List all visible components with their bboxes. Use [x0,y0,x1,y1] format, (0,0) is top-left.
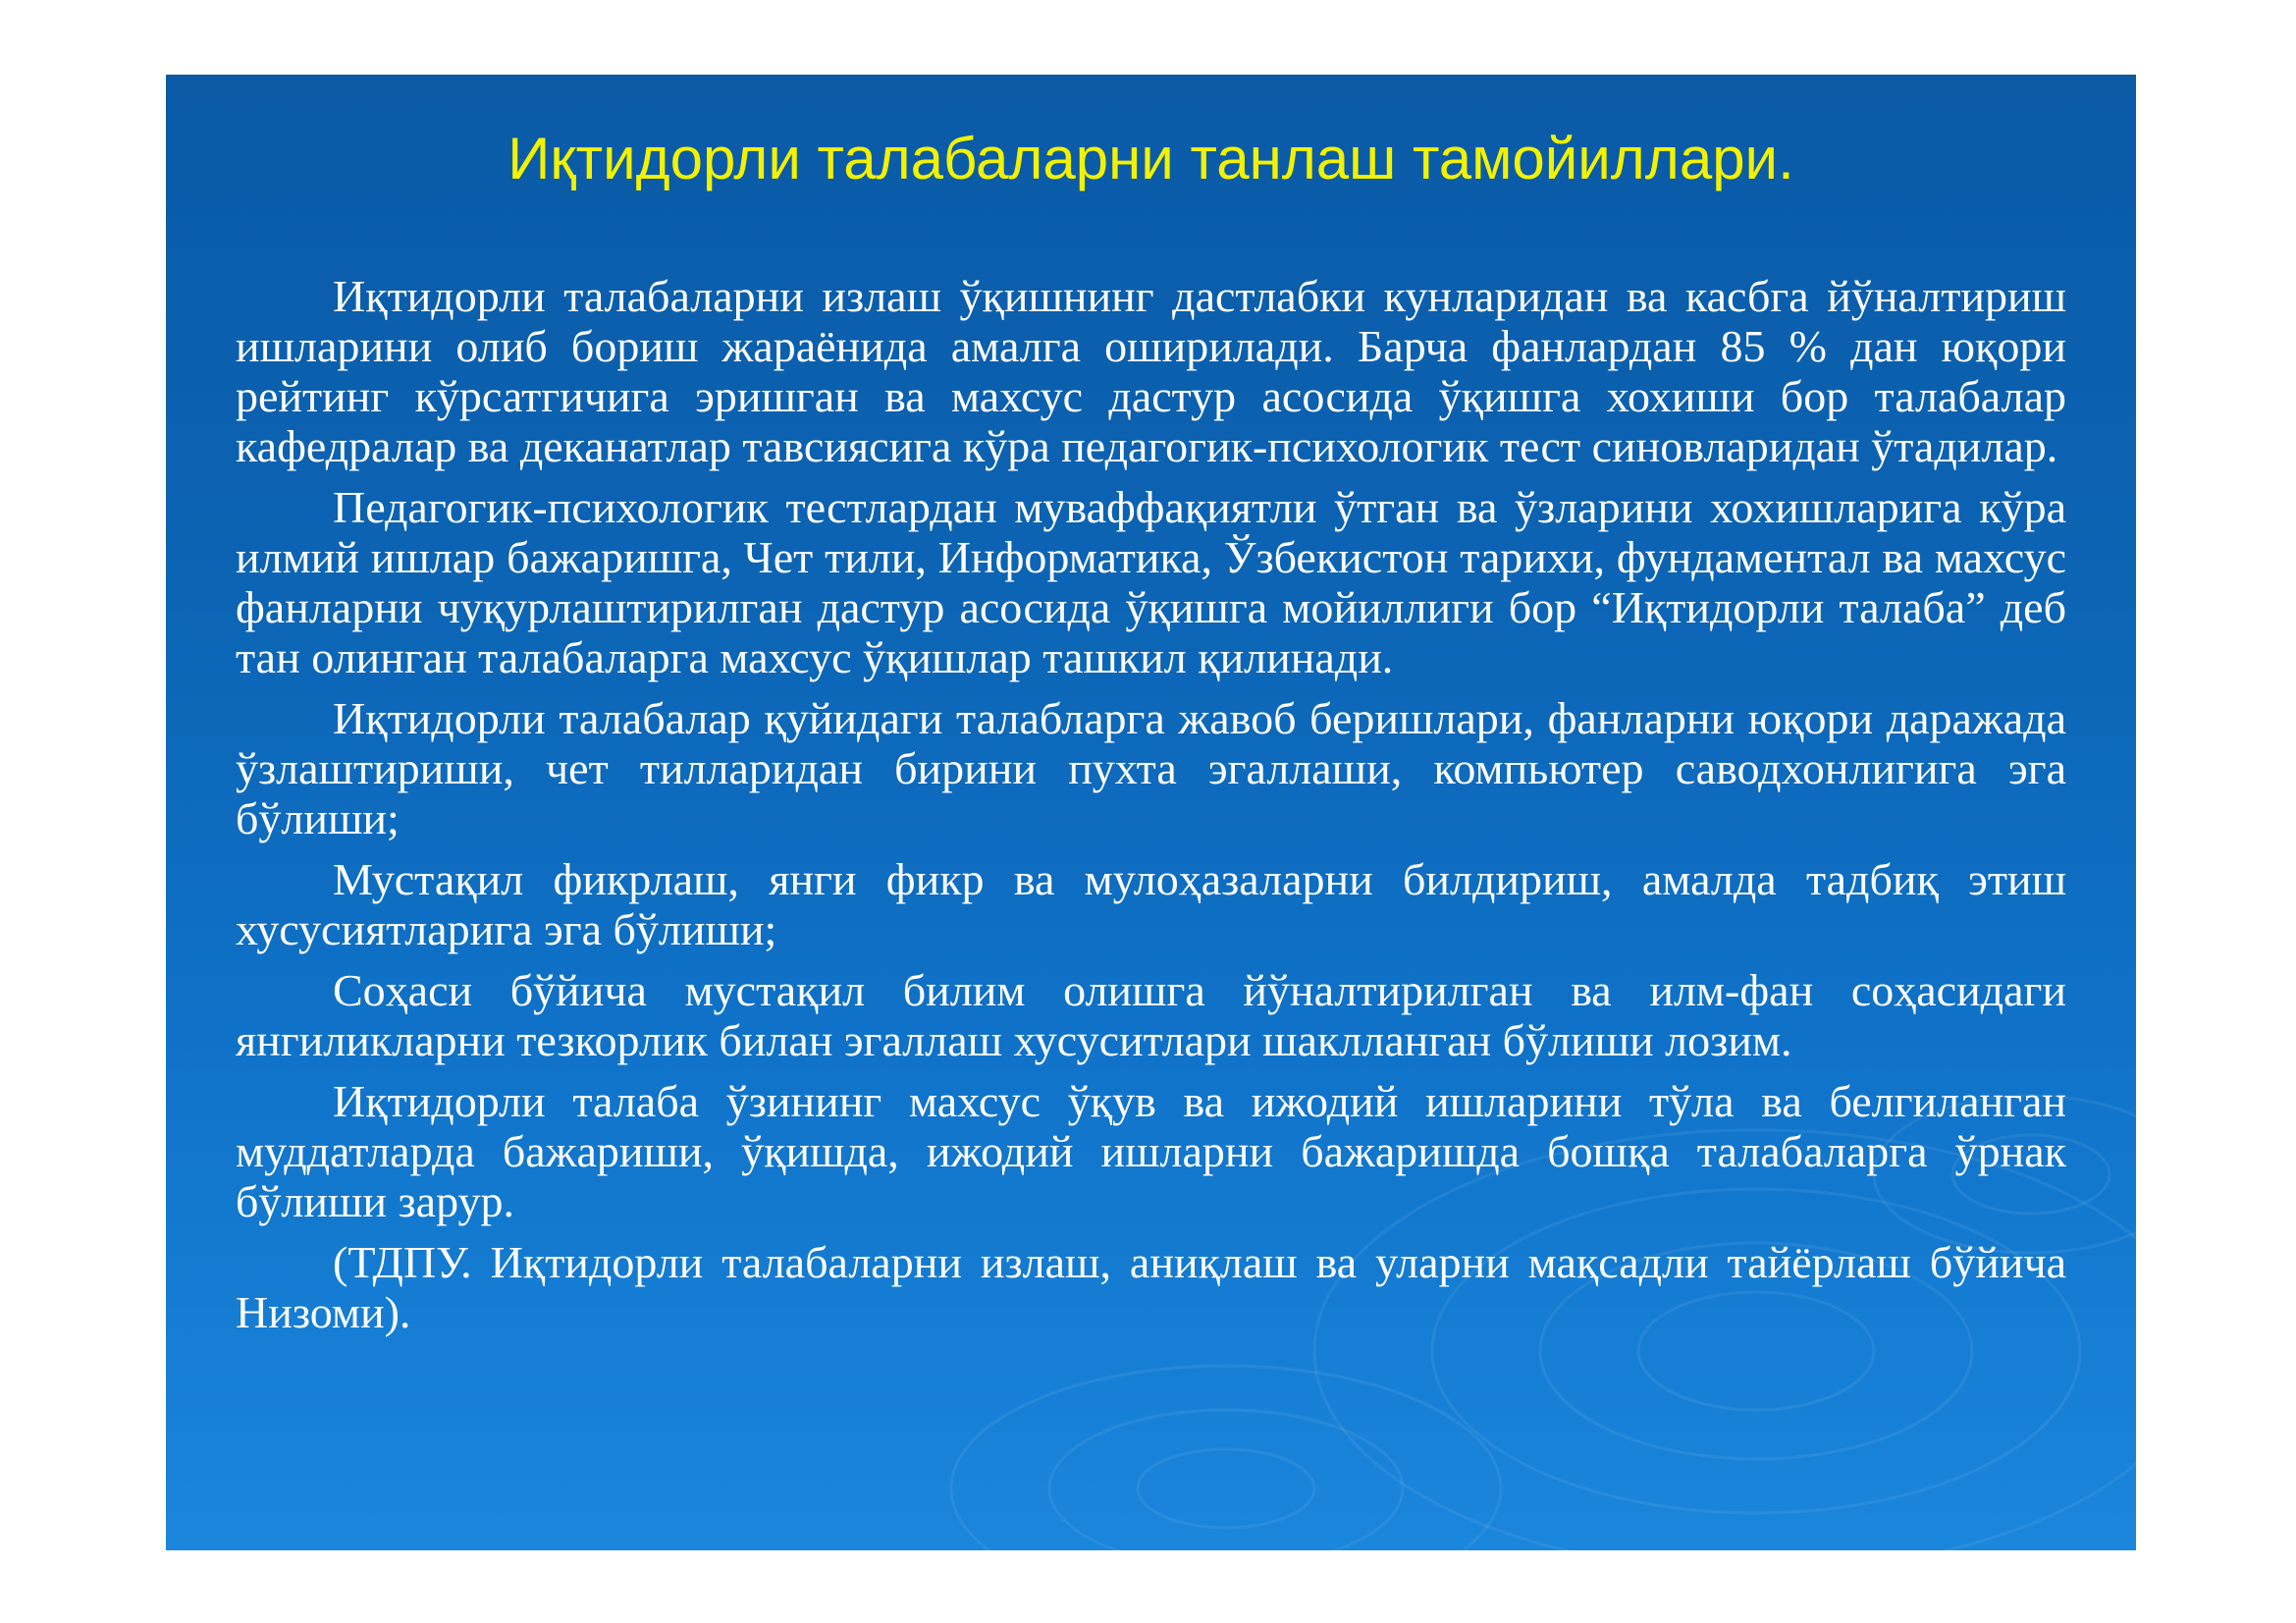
paragraph-1: Иқтидорли талабаларни излаш ўқишнинг дастлабки кунларидан ва касбга йўналтириш ишларини олиб бориш жараёнида амалга оширилади. Барча фанлардан 85 % дан юқори рейтинг кўрсатгичига эришган ва махсус дастур асосида ўқишга хохиши бор талабалар кафедралар ва деканатлар тавсиясига кўра педагогик-психологик тест синовларидан ўтадилар. [236,271,2066,471]
paragraph-6: Иқтидорли талаба ўзининг махсус ўқув ва ижодий ишларини тўла ва белгиланган муддатларда бажариши, ўқишда, ижодий ишларни бажаришда бошқа талабаларга ўрнак бўлиши зарур. [236,1076,2066,1226]
slide-title: Иқтидорли талабаларни танлаш тамойиллари. [507,126,1794,191]
slide [166,75,2136,1550]
paragraph-3: Иқтидорли талабалар қуйидаги талабларга жавоб беришлари, фанларни юқори даражада ўзлаштириши, чет тилларидан бирини пухта эгаллаши, компьютер саводхонлигига эга бўлиши; [236,693,2066,843]
paragraph-4: Мустақил фикрлаш, янги фикр ва мулоҳазаларни билдириш, амалда тадбиқ этиш хусусиятларига эга бўлиши; [236,854,2066,954]
paragraph-5: Соҳаси бўйича мустақил билим олишга йўналтирилган ва илм-фан соҳасидаги янгиликларни тезкорлик билан эгаллаш хусуситлари шаклланган бўлиши лозим. [236,965,2066,1065]
paragraph-7: (ТДПУ. Иқтидорли талабаларни излаш, аниқлаш ва уларни мақсадли тайёрлаш бўйича Низоми). [236,1237,2066,1337]
paragraph-2: Педагогик-психологик тестлардан муваффақиятли ўтган ва ўзларини хохишларига кўра илмий ишлар бажаришга, Чет тили, Информатика, Ўзбекистон тарихи, фундаментал ва махсус фанларни чуқурлаштирилган дастур асосида ўқишга мойиллиги бор “Иқтидорли талаба” деб тан олинган талабаларга махсус ўқишлар ташкил қилинади. [236,482,2066,682]
slide-body [236,271,2066,1348]
